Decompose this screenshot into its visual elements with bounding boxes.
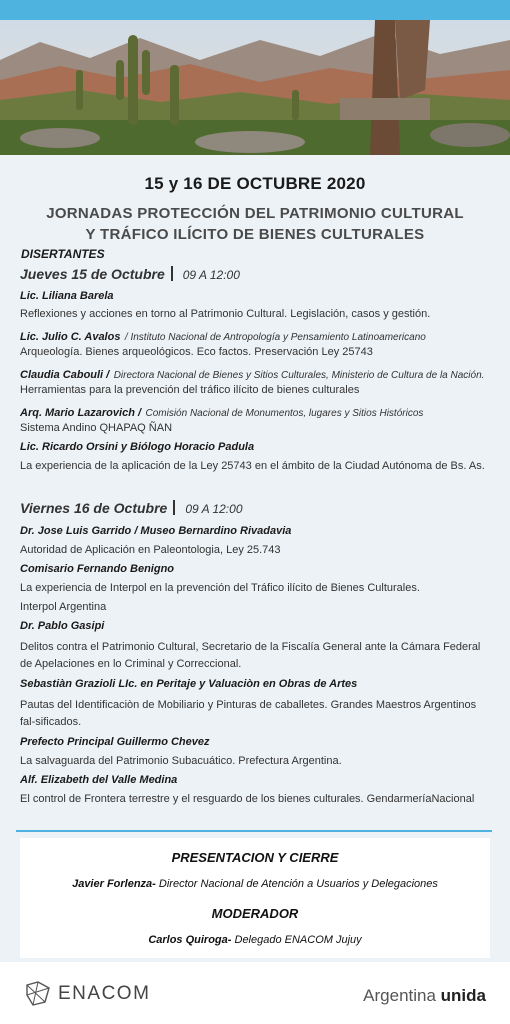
speaker-line: [20, 365, 484, 383]
speaker-topic: Arqueología. Bienes arqueológicos. Eco factos. Preservación Ley 25743: [20, 346, 373, 358]
day2-label: Viernes 16 de Octubre: [20, 500, 168, 516]
day1-heading: [20, 266, 240, 282]
divider-bar: [173, 500, 175, 515]
footer: [0, 962, 510, 1024]
speaker-topic: Autoridad de Aplicación en Paleontologia, Ley 25.743: [20, 544, 281, 556]
speaker-org: Comisión Nacional de Monumentos, lugares y Sitios Históricos: [145, 408, 424, 419]
speaker-line: [20, 327, 426, 345]
speaker-topic: Herramientas para la prevención del tráfico ilícito de bienes culturales: [20, 384, 360, 396]
speaker-name: Dr. Pablo Gasipi: [20, 620, 105, 632]
event-title: [0, 203, 510, 245]
presenter-name: Javier Forlenza-: [72, 878, 156, 890]
speaker-name: Sebastiàn Grazioli LIc. en Peritaje y Valuaciòn en Obras de Artes: [20, 678, 358, 690]
enacom-logo-text: ENACOM: [58, 983, 151, 1004]
speaker-topic: Sistema Andino QHAPAQ ÑAN: [20, 422, 173, 434]
speaker-name: Comisario Fernando Benigno: [20, 563, 175, 575]
speaker-name: Lic. Ricardo Orsini y Biólogo Horacio Padula: [20, 441, 255, 453]
argentina-unida-logo: [363, 986, 486, 1006]
speaker-topic: Reflexiones y acciones en torno al Patrimonio Cultural. Legislación, casos y gestión.: [20, 308, 431, 320]
day2-heading: [20, 500, 243, 516]
day1-label: Jueves 15 de Octubre: [20, 266, 165, 282]
enacom-logo-icon: [24, 980, 52, 1008]
speaker-topic: Pautas del Identificaciòn de Mobiliario y Pinturas de caballetes. Grandes Maestros Argentinos fal-sificados.: [20, 699, 477, 728]
landscape-banner: [0, 20, 510, 155]
speaker-name: Alf. Elizabeth del Valle Medina: [20, 774, 178, 786]
day1-hours: 09 A 12:00: [182, 268, 240, 282]
speaker-org: / Instituto Nacional de Antropología y Pensamiento Latinoamericano: [124, 332, 426, 343]
speaker-org: Interpol Argentina: [20, 601, 107, 613]
closing-box: [20, 838, 490, 958]
event-date: 15 y 16 DE OCTUBRE 2020: [144, 174, 366, 193]
speaker-name: Arq. Mario Lazarovich /: [20, 407, 142, 419]
speaker-topic: La experiencia de la aplicación de la Ley 25743 en el ámbito de la Ciudad Autónoma de Bs. As.: [20, 460, 485, 472]
speaker-org: Directora Nacional de Bienes y Sitios Culturales, Ministerio de Cultura de la Nación.: [113, 370, 485, 381]
speaker-name: Lic. Liliana Barela: [20, 290, 114, 302]
event-title-line2: Y TRÁFICO ILÍCITO DE BIENES CULTURALES: [85, 226, 425, 243]
enacom-logo: [24, 980, 150, 1008]
moderator-heading: MODERADOR: [211, 906, 299, 921]
divider-bar: [171, 266, 173, 281]
speaker-topic: Delitos contra el Patrimonio Cultural, Secretario de la Fiscalía General ante la Cámara Federal de Apelaciones en lo Criminal y Correccional.: [20, 641, 481, 670]
section-divider: [16, 830, 492, 832]
event-title-line1: JORNADAS PROTECCIÓN DEL PATRIMONIO CULTURAL: [46, 205, 464, 222]
speaker-topic: El control de Frontera terrestre y el resguardo de los bienes culturales. GendarmeríaNacional: [20, 793, 475, 805]
closing-heading: PRESENTACION Y CIERRE: [171, 850, 339, 865]
speaker-name: Claudia Cabouli /: [20, 369, 110, 381]
moderator-name: Carlos Quiroga-: [148, 934, 232, 946]
day2-hours: 09 A 12:00: [185, 502, 243, 516]
moderator-role: Delegado ENACOM Jujuy: [231, 934, 362, 946]
speaker-topic: La experiencia de Interpol en la prevención del Tráfico ilícito de Bienes Culturales.: [20, 582, 420, 594]
speakers-label: DISERTANTES: [21, 247, 105, 261]
speaker-topic: La salvaguarda del Patrimonio Subacuático. Prefectura Argentina.: [20, 755, 342, 767]
brand-bold: unida: [440, 986, 486, 1005]
speaker-name: Lic. Julio C. Avalos: [20, 331, 121, 343]
speaker-name: Prefecto Principal Guillermo Chevez: [20, 736, 210, 748]
closing-presenter: [20, 878, 490, 890]
top-accent-bar: [0, 0, 510, 20]
speaker-line: [20, 403, 423, 421]
moderator-line: [20, 934, 490, 946]
speaker-name: Dr. Jose Luis Garrido / Museo Bernardino Rivadavia: [20, 525, 292, 537]
brand-regular: Argentina: [363, 986, 441, 1005]
presenter-role: Director Nacional de Atención a Usuarios y Delegaciones: [155, 878, 438, 890]
